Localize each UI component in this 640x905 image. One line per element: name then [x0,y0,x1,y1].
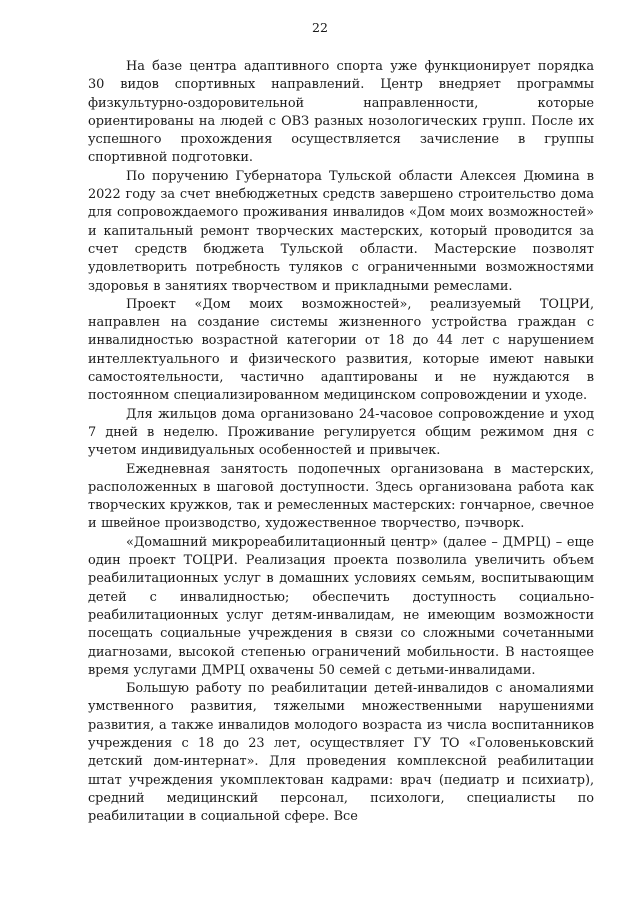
page-number: 22 [312,20,328,35]
paragraph-house-of-possibilities-project: Проект «Дом моих возможностей», реализуемый ТОЦРИ, направлен на создание системы жизненного устройства граждан с инвалидностью возрастной категории от 18 до 44 лет с нарушением интеллектуального и физического развития, которые имеют навыки самостоятельности, частично адаптированы и не нуждаются в постоянном специализированном медицинском сопровождении и уходе. [88,296,594,404]
paragraph-home-rehabilitation-center: «Домашний микрореабилитационный центр» (далее – ДМРЦ) – еще один проект ТОЦРИ. Реализация проекта позволила увеличить объем реабилитационных услуг в домашних условиях семьям, воспитывающим детей с инвалидностью; обеспечить доступность социально-реабилитационных услуг детям-инвалидам, не имеющим возможности посещать социальные учреждения в связи со сложными сочетанными диагнозами, высокой степенью ограничений мобильности. В настоящее время услугами ДМРЦ охвачены 50 семей с детьми-инвалидами. [88,534,594,678]
paragraph-adaptive-sport-center: На базе центра адаптивного спорта уже функционирует порядка 30 видов спортивных направлений. Центр внедряет программы физкультурно-оздоровительной направленности, которые ориентированы на людей с ОВЗ разных нозологических групп. После их успешного прохождения осуществляется зачисление в группы спортивной подготовки. [88,59,594,166]
paragraph-governor-instruction: По поручению Губернатора Тульской области Алексея Дюмина в 2022 году за счет внебюджетных средств завершено строительство дома для сопровождаемого проживания инвалидов «Дом моих возможностей» и капитальный ремонт творческих мастерских, который проводится за счет средств бюджета Тульской области. Мастерские позволят удовлетворить потребность туляков с ограниченными возможностями здоровья в занятиях творчеством и прикладными ремеслами. [88,168,594,294]
paragraph-residents-support: Для жильцов дома организовано 24-часовое сопровождение и уход 7 дней в неделю. Проживание регулируется общим режимом дня с учетом индивидуальных особенностей и привычек. [88,406,594,459]
body-text [88,58,594,826]
paragraph-golovenkovsky-boarding-home: Большую работу по реабилитации детей-инвалидов с аномалиями умственного развития, тяжелыми множественными нарушениями развития, а также инвалидов молодого возраста из числа воспитанников учреждения с 18 до 23 лет, осуществляет ГУ ТО «Головеньковский детский дом-интернат». Для проведения комплексной реабилитации штат учреждения укомплектован кадрами: врач (педиатр и психиатр), средний медицинский персонал, психологи, специалисты по реабилитации в социальной сфере. Все [88,681,594,825]
paragraph-daily-workshops: Ежедневная занятость подопечных организована в мастерских, расположенных в шаговой доступности. Здесь организована работа как творческих кружков, так и ремесленных мастерских: гончарное, свечное и швейное производство, художественное творчество, пэчворк. [88,461,594,532]
